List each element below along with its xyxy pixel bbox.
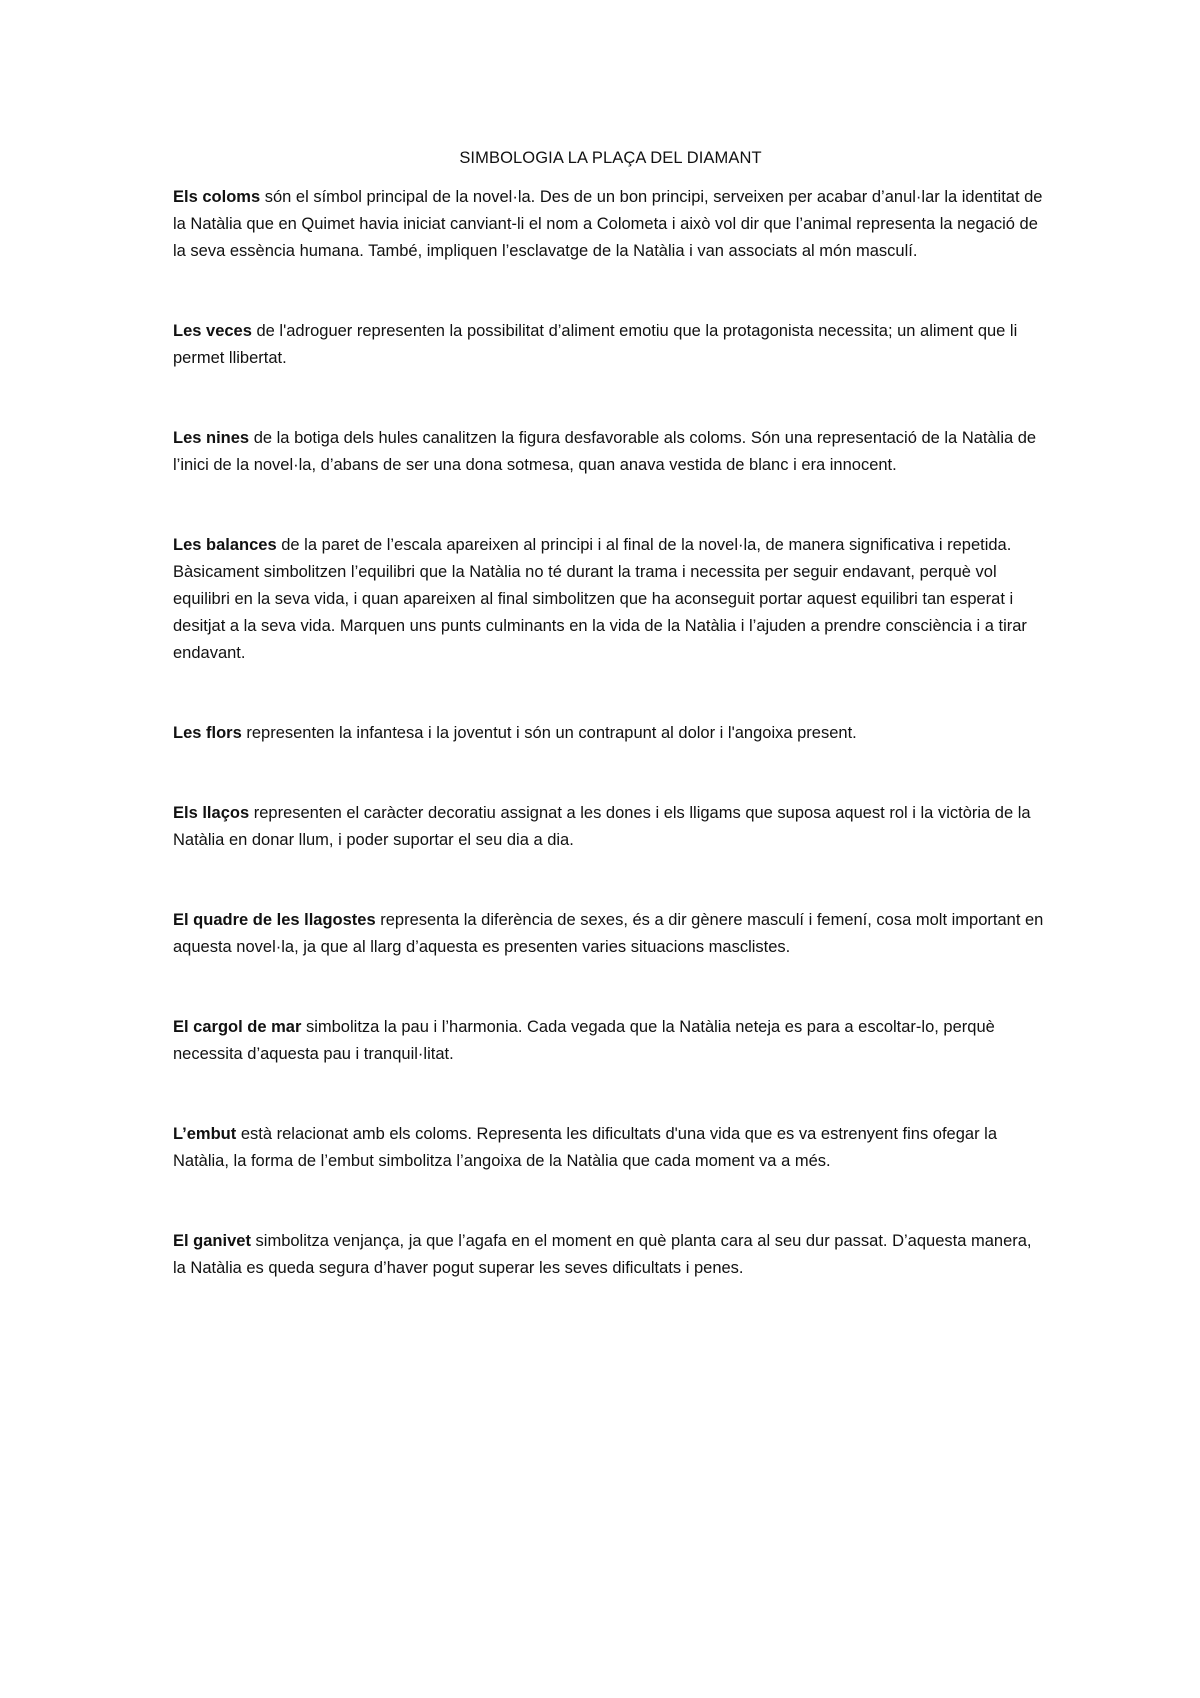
paragraph-term: Les balances — [173, 536, 277, 554]
paragraph-text: de la paret de l’escala apareixen al principi i al final de la novel·la, de manera significativa i repetida. Bàsicament simbolitzen l’equilibri que la Natàlia no té durant la trama i necessita per seguir endavant, perquè vol equilibri en la seva vida, i quan apareixen al final simbolitzen que ha aconseguit portar aquest equilibri tan esperat i desitjat a la seva vida. Marquen uns punts culminants en la vida de la Natàlia i l’ajuden a prendre consciència i a tirar endavant. — [173, 536, 1027, 662]
paragraph-nines — [173, 425, 1048, 479]
paragraph-term: L’embut — [173, 1125, 237, 1143]
paragraph-coloms — [173, 184, 1048, 265]
paragraph-text: representen el caràcter decoratiu assignat a les dones i els lligams que suposa aquest rol i la victòria de la Natàlia en donar llum, i poder suportar el seu dia a dia. — [173, 804, 1031, 849]
paragraph-llacos — [173, 800, 1048, 854]
paragraph-ganivet — [173, 1228, 1048, 1282]
paragraph-flors — [173, 720, 1048, 747]
paragraph-term: Les nines — [173, 429, 250, 447]
paragraph-term: Les flors — [173, 724, 242, 742]
paragraph-term: Els llaços — [173, 804, 250, 822]
paragraph-text: de l'adroguer representen la possibilitat d’aliment emotiu que la protagonista necessita; un aliment que li permet llibertat. — [173, 322, 1018, 367]
document-page — [173, 146, 1048, 1282]
paragraph-term: El quadre de les llagostes — [173, 911, 376, 929]
paragraph-text: representen la infantesa i la joventut i són un contrapunt al dolor i l'angoixa present. — [241, 724, 857, 742]
paragraph-text: de la botiga dels hules canalitzen la figura desfavorable als coloms. Són una representació de la Natàlia de l’inici de la novel·la, d’abans de ser una dona sotmesa, quan anava vestida de blanc i era innocent. — [173, 429, 1037, 474]
paragraph-embut — [173, 1121, 1048, 1175]
paragraph-term: El cargol de mar — [173, 1018, 302, 1036]
paragraph-text: simbolitza la pau i l’harmonia. Cada vegada que la Natàlia neteja es para a escoltar-lo, perquè necessita d’aquesta pau i tranquil·litat. — [173, 1018, 995, 1063]
paragraph-veces — [173, 318, 1048, 372]
paragraph-quadre — [173, 907, 1048, 961]
document-title: SIMBOLOGIA LA PLAÇA DEL DIAMANT — [459, 149, 762, 167]
paragraph-text: representa la diferència de sexes, és a dir gènere masculí i femení, cosa molt important en aquesta novel·la, ja que al llarg d’aquesta es presenten varies situacions masclistes. — [173, 911, 1044, 956]
paragraph-term: El ganivet — [173, 1232, 251, 1250]
paragraph-text: està relacionat amb els coloms. Representa les dificultats d'una vida que es va estrenyent fins ofegar la Natàlia, la forma de l’embut simbolitza l’angoixa de la Natàlia que cada moment va a més. — [173, 1125, 997, 1170]
paragraph-cargol — [173, 1014, 1048, 1068]
paragraph-text: són el símbol principal de la novel·la. Des de un bon principi, serveixen per acabar d’anul·lar la identitat de la Natàlia que en Quimet havia iniciat canviant-li el nom a Colometa i això vol dir que l’animal representa la negació de la seva essència humana. També, impliquen l’esclavatge de la Natàlia i van associats al món masculí. — [173, 188, 1043, 260]
paragraph-term: Les veces — [173, 322, 252, 340]
paragraph-balances — [173, 532, 1048, 667]
paragraph-text: simbolitza venjança, ja que l’agafa en el moment en què planta cara al seu dur passat. D’aquesta manera, la Natàlia es queda segura d’haver pogut superar les seves dificultats i penes. — [173, 1232, 1032, 1277]
paragraph-term: Els coloms — [173, 188, 261, 206]
